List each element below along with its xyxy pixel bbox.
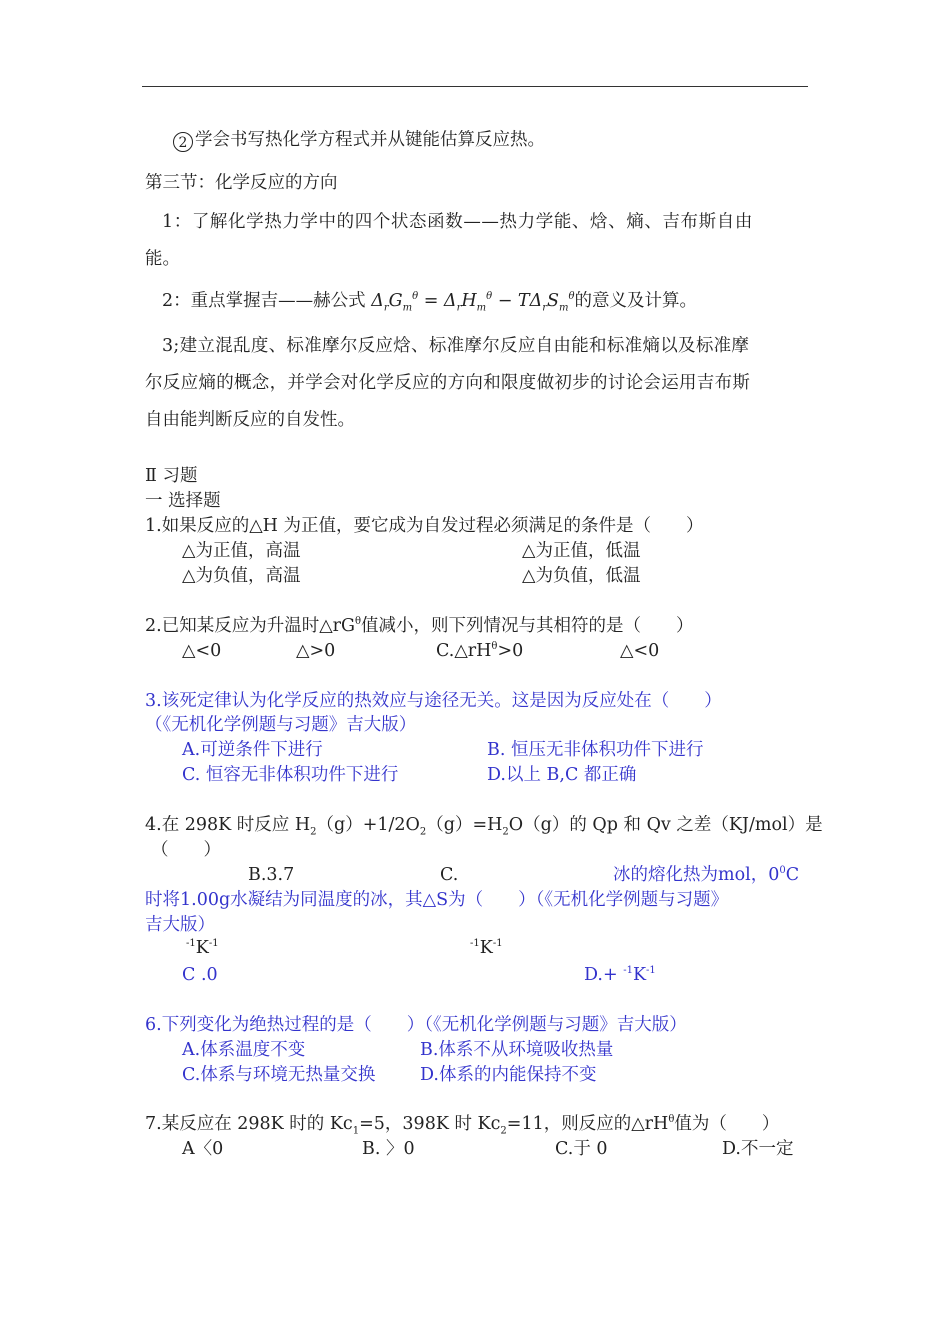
question-7-option-c: C.于 0 [555,1139,608,1159]
section-title: 第三节：化学反应的方向 [145,173,338,193]
question-6-stem: 6.下列变化为绝热过程的是（ ）（《无机化学例题与习题》吉大版） [145,1015,687,1035]
choice-section-heading: 一 选择题 [145,491,221,511]
question-3-option-c: C. 恒容无非体积功件下进行 [182,765,399,785]
question-3-option-b: B. 恒压无非体积功件下进行 [487,740,704,760]
question-6-option-a: A.体系温度不变 [182,1040,306,1060]
objective-item-2: 2 学会书写热化学方程式并从键能估算反应热。 [173,128,545,152]
question-7-option-d: D.不一定 [722,1139,794,1159]
question-2-stem: 2.已知某反应为升温时$\triangle rG^\theta$值减小，则下列情况与其相符的是（ ） [145,616,694,636]
objective-2: 2：重点掌握吉——赫公式 $\Delta_rG_m^\theta = \Delta_rH_m^\theta - T\Delta_rS_m^\theta$的意义及计算。 [162,291,698,314]
question-5-stem-line1: 冰的熔化热为mol，$0^0C$ [613,865,800,885]
question-4-stem: 4.在 298K 时反应 $H_2(g)+1/2O_2(g)=H_2O(g)$的 Qp 和 Qv 之差（KJ/mol）是 [145,815,823,838]
question-3-source: （《无机化学例题与习题》吉大版） [145,715,417,735]
question-7-option-b: B. 〉0 [362,1139,415,1159]
question-1-option-b: △为正值，低温 [522,541,641,561]
question-5-option-a: $^{-1}K^{-1}$ [186,938,219,958]
question-6-option-c: C.体系与环境无热量交换 [182,1065,376,1085]
exercises-heading: Ⅱ 习题 [145,466,198,486]
question-4-option-b: B.3.7 [248,865,295,885]
question-2-option-c: $C.\triangle rH^\theta>0$ [436,641,524,661]
header-rule [142,86,808,87]
question-2-option-a: △<0 [182,641,222,661]
question-7-stem: 7.某反应在 298K 时的 $Kc_1=5$，398K 时 $Kc_2=11$，则反应的$\triangle rH^\theta$值为（ ） [145,1114,780,1137]
objective-1-line1: 1：了解化学热力学中的四个状态函数——热力学能、焓、熵、吉布斯自由 [162,212,753,232]
question-5-option-b: $^{-1}K^{-1}$ [470,938,503,958]
question-6-option-b: B.体系不从环境吸收热量 [420,1040,614,1060]
question-3-option-d: D.以上 B,C 都正确 [487,765,637,785]
question-5-option-d: $D.+ ^{-1}K^{-1}$ [584,965,656,985]
question-3-option-a: A.可逆条件下进行 [182,740,323,760]
objective-1-line2: 能。 [145,249,180,269]
question-5-stem-line2: 时将1.00g水凝结为同温度的冰，其△S为（ ）（《无机化学例题与习题》 [145,890,729,910]
question-2-option-b: △>0 [296,641,336,661]
question-1-stem: 1.如果反应的△H 为正值，要它成为自发过程必须满足的条件是（ ） [145,516,704,536]
question-7-option-a: A〈0 [182,1139,224,1159]
question-6-option-d: D.体系的内能保持不变 [420,1065,597,1085]
objective-3-line3: 自由能判断反应的自发性。 [145,410,355,430]
question-2-option-d: △<0 [620,641,660,661]
objective-3-line1: 3;建立混乱度、标准摩尔反应焓、标准摩尔反应自由能和标准熵以及标准摩 [162,336,750,356]
question-5-option-c: C .0 [182,965,218,985]
question-1-option-a: △为正值，高温 [182,541,301,561]
question-5-stem-line3: 吉大版） [145,915,215,935]
question-4-paren: （ ） [151,840,221,860]
question-1-option-c: △为负值，高温 [182,566,301,586]
question-4-option-c: C. [440,865,459,885]
gibbs-helmholtz-formula: $\Delta_rG_m^\theta = \Delta_rH_m^\theta - T\Delta_rS_m^\theta$ [371,291,575,314]
objective-3-line2: 尔反应熵的概念，并学会对化学反应的方向和限度做初步的讨论会运用吉布斯 [145,373,751,393]
question-1-option-d: △为负值，低温 [522,566,641,586]
circled-number: 2 [173,132,193,152]
question-3-stem: 3.该死定律认为化学反应的热效应与途径无关。这是因为反应处在（ ） [145,691,722,711]
